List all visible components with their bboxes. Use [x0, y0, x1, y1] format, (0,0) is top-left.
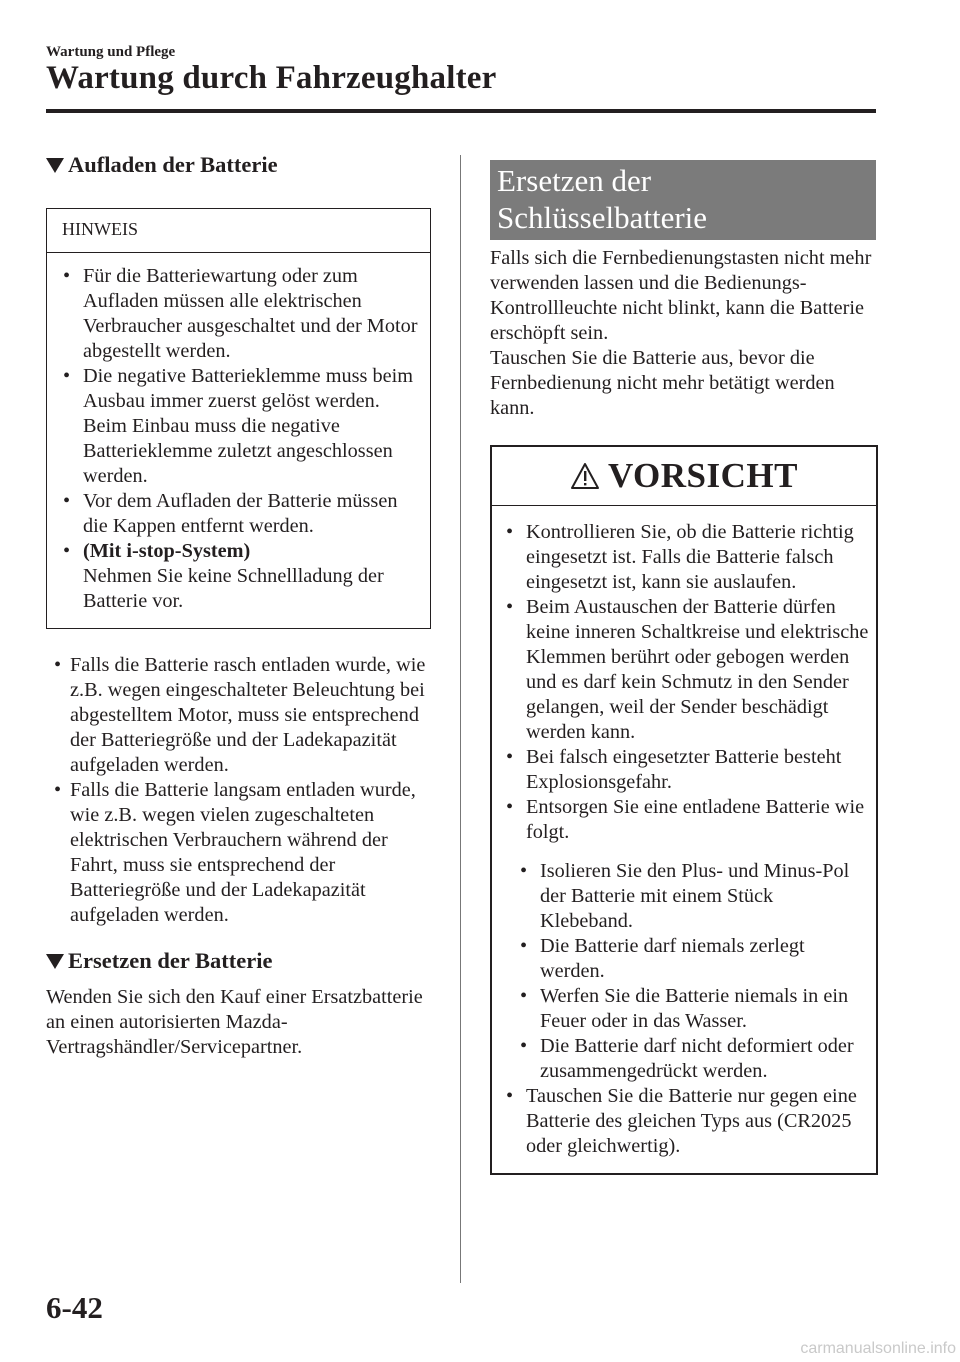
watermark: carmanualsonline.info: [800, 1340, 956, 1357]
warning-item-text: Kontrollieren Sie, ob die Batterie richtig eingesetzt ist. Falls die Batterie falsch eingesetzt ist, kann sie auslaufen.: [526, 521, 854, 593]
note-item: [63, 539, 420, 614]
heading-charging-text: Aufladen der Batterie: [68, 152, 278, 177]
heading-replace-battery-text: Ersetzen der Batterie: [68, 948, 273, 973]
note-box: [46, 208, 431, 629]
header-rule: [46, 109, 876, 113]
page-title: Wartung durch Fahrzeughalter: [46, 60, 497, 96]
bullet-dot-icon: •: [54, 779, 62, 801]
bullet-dot-icon: •: [63, 265, 71, 287]
warning-sub-item: [520, 934, 870, 984]
bullet-dot-icon: •: [506, 596, 514, 618]
warning-sub-item: [520, 859, 870, 934]
warning-box: [490, 445, 878, 1175]
triangle-icon: [46, 954, 64, 969]
warning-body: [492, 506, 876, 1173]
note-item-bold: (Mit i-stop-System): [83, 540, 251, 562]
list-item: [54, 653, 436, 778]
warning-sub-list: [520, 859, 870, 1084]
section-title-line: Schlüsselbatterie: [497, 200, 708, 235]
heading-replace-battery: [46, 948, 436, 974]
intro-paragraph: Falls sich die Fernbedienungstasten nicht mehr verwenden lassen und die Bedienungs-Kontrollleuchte nicht blinkt, kann die Batterie erschöpft sein.: [490, 247, 872, 344]
warning-sub-item-text: Die Batterie darf niemals zerlegt werden.: [540, 935, 805, 982]
left-column: [46, 152, 436, 1060]
note-item: [63, 364, 420, 489]
list-item-text: Falls die Batterie langsam entladen wurde, wie z.B. wegen vielen zugeschalteten elektrischen Verbrauchern während der Fahrt, muss sie entsprechend der Batteriegröße und der Ladekapazität aufgeladen werden.: [70, 779, 416, 926]
bullet-dot-icon: •: [506, 746, 514, 768]
bullet-dot-icon: •: [520, 860, 528, 882]
note-item-text: Nehmen Sie keine Schnellladung der Batterie vor.: [83, 565, 384, 612]
warning-item: [506, 520, 870, 595]
list-item-text: Falls die Batterie rasch entladen wurde, wie z.B. wegen eingeschalteter Beleuchtung bei abgestelltem Motor, muss sie entsprechend der Batteriegröße und der Ladekapazität aufgeladen werden.: [70, 654, 426, 776]
bullet-dot-icon: •: [506, 1085, 514, 1107]
note-item-content: [83, 539, 420, 614]
note-item: [63, 489, 420, 539]
warning-sub-item: [520, 1034, 870, 1084]
replace-battery-paragraph: Wenden Sie sich den Kauf einer Ersatzbatterie an einen autorisierten Mazda-Vertragshändler/Servicepartner.: [46, 986, 423, 1058]
bullet-dot-icon: •: [520, 935, 528, 957]
warning-item-text: Entsorgen Sie eine entladene Batterie wie folgt.: [526, 796, 865, 843]
section-label: Wartung und Pflege: [46, 44, 176, 60]
warning-item: [506, 795, 870, 845]
warning-sub-item: [520, 984, 870, 1034]
note-item-text: Die negative Batterieklemme muss beim Ausbau immer zuerst gelöst werden. Beim Einbau muss die negative Batterieklemme zuletzt angeschlossen werden.: [83, 365, 414, 487]
triangle-icon: [46, 158, 64, 173]
note-item: [63, 264, 420, 364]
warning-item-text: Beim Austauschen der Batterie dürfen keine inneren Schaltkreise und elektrische Klemmen berührt oder gebogen werden und es darf kein Schmutz in den Sender gelangen, weil der Sender beschädigt werden kann.: [526, 596, 869, 743]
warning-item: [506, 745, 870, 795]
bullet-dot-icon: •: [63, 540, 71, 562]
charging-bullets: [46, 653, 436, 928]
section-title-box: [490, 160, 876, 240]
bullet-dot-icon: •: [63, 490, 71, 512]
bullet-dot-icon: •: [520, 1035, 528, 1057]
section-title-line: Ersetzen der: [497, 163, 652, 198]
note-item-text: Vor dem Aufladen der Batterie müssen die Kappen entfernt werden.: [83, 490, 398, 537]
note-title: HINWEIS: [47, 209, 430, 253]
warning-sub-item-text: Isolieren Sie den Plus- und Minus-Pol der Batterie mit einem Stück Klebeband.: [540, 860, 850, 932]
warning-triangle-icon: [570, 462, 600, 490]
bullet-dot-icon: •: [54, 654, 62, 676]
list-item: [54, 778, 436, 928]
note-body: [47, 253, 430, 628]
warning-sub-item-text: Werfen Sie die Batterie niemals in ein Feuer oder in das Wasser.: [540, 985, 849, 1032]
page-number: 6-42: [46, 1290, 103, 1325]
note-item-text: Für die Batteriewartung oder zum Aufladen müssen alle elektrischen Verbraucher ausgeschaltet und der Motor abgestellt werden.: [83, 265, 418, 362]
warning-sub-item-text: Die Batterie darf nicht deformiert oder zusammengedrückt werden.: [540, 1035, 854, 1082]
bullet-dot-icon: •: [506, 796, 514, 818]
warning-item-text: Tauschen Sie die Batterie nur gegen eine Batterie des gleichen Typs aus (CR2025 oder gleichwertig).: [526, 1085, 857, 1157]
right-column: [490, 160, 878, 1175]
bullet-dot-icon: •: [63, 365, 71, 387]
bullet-dot-icon: •: [520, 985, 528, 1007]
warning-item-text: Bei falsch eingesetzter Batterie besteht Explosionsgefahr.: [526, 746, 842, 793]
warning-item: [506, 595, 870, 745]
heading-charging: [46, 152, 436, 178]
warning-label: VORSICHT: [607, 456, 798, 495]
intro-paragraph: Tauschen Sie die Batterie aus, bevor die Fernbedienung nicht mehr betätigt werden kann.: [490, 347, 835, 419]
warning-item: [506, 1084, 870, 1159]
bullet-dot-icon: •: [506, 521, 514, 543]
warning-header: [492, 447, 876, 506]
column-divider: [460, 155, 461, 1283]
